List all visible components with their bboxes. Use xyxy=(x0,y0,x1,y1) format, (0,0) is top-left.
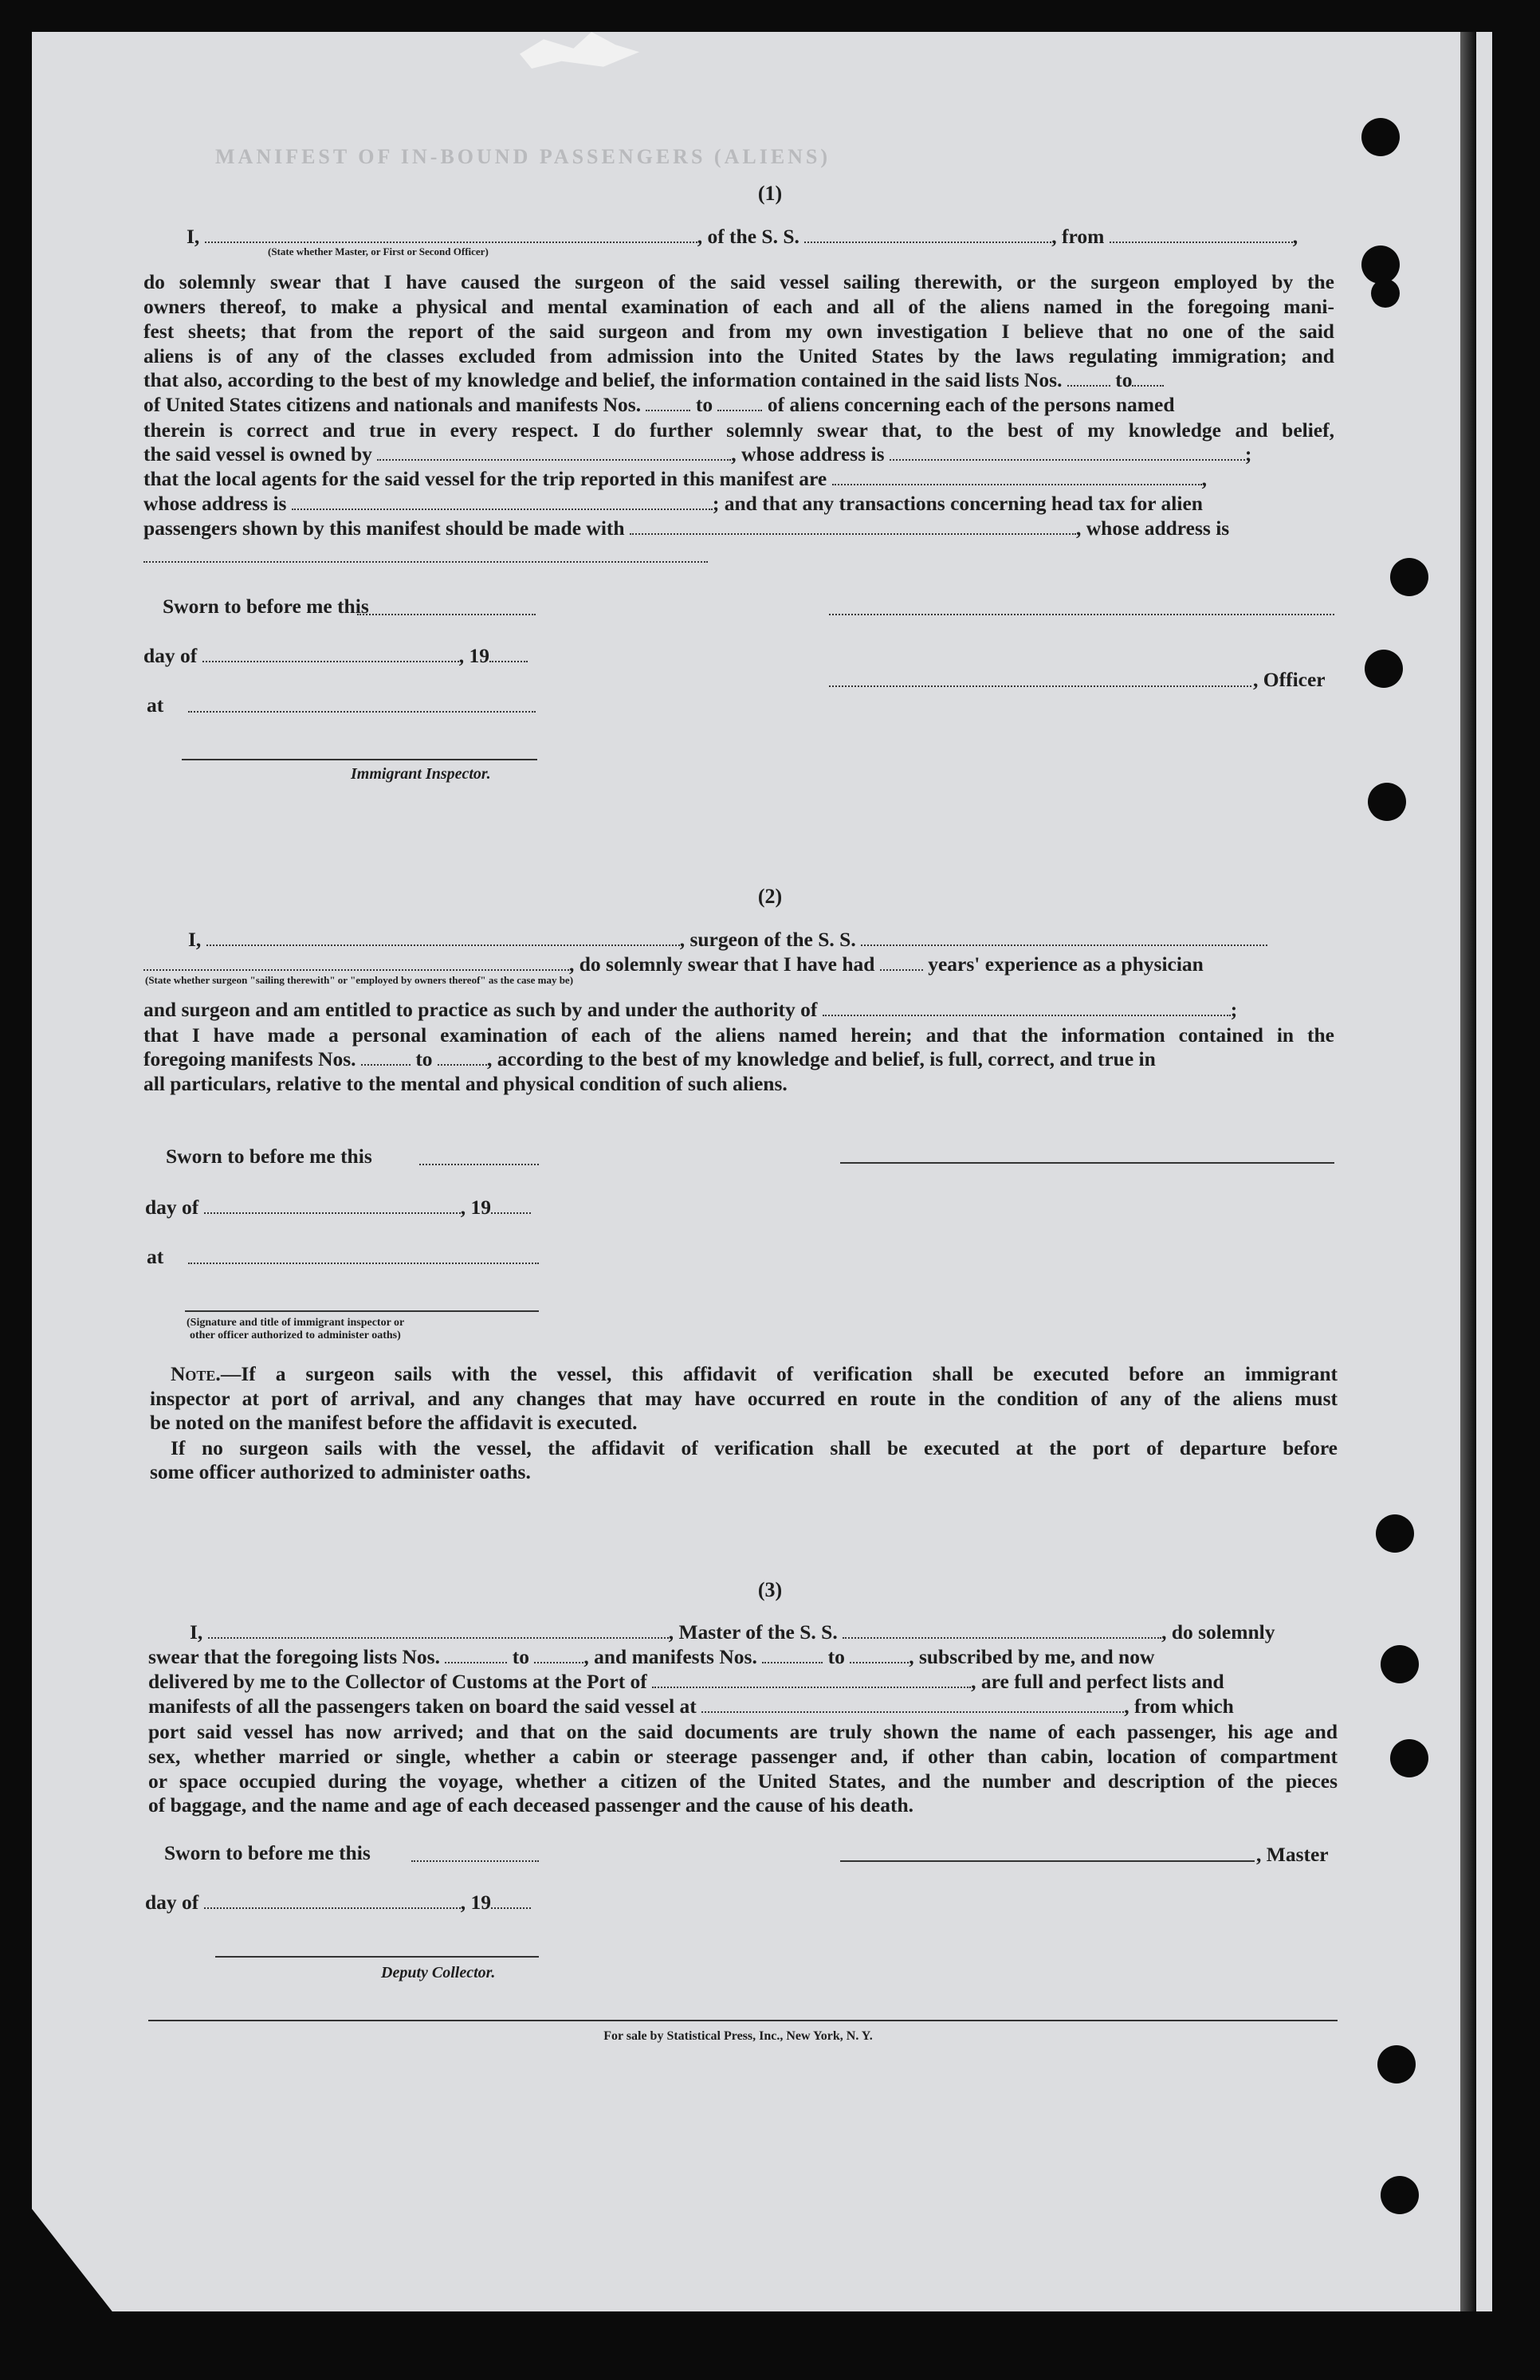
s1-sworn-rule xyxy=(357,614,536,615)
s2-sig-caption-1: (Signature and title of immigrant inspector or xyxy=(187,1317,405,1329)
s2-note-line-3: be noted on the manifest before the affidavit is executed. xyxy=(150,1411,638,1434)
footer-rule xyxy=(148,2020,1338,2021)
s1-passengers-line: passengers shown by this manifest should be made with , whose address is xyxy=(143,516,1230,540)
s2-at-label: at xyxy=(147,1245,164,1268)
s1-officer-rule xyxy=(829,685,1251,687)
s3-para-line: or space occupied during the voyage, whether a citizen of the United States, and the number and description of the pieces xyxy=(148,1769,1338,1793)
s3-para-line: sex, whether married or single, whether a cabin or steerage passenger and, if other than cabin, location of compartment xyxy=(148,1745,1338,1768)
s2-sworn-rule xyxy=(419,1164,539,1165)
s3-deputy-rule xyxy=(215,1956,539,1958)
s2-line-5: foregoing manifests Nos. to , according to the best of my knowledge and belief, is full, correct, and true in xyxy=(143,1047,1156,1070)
s3-dayof-line: day of , 19 xyxy=(145,1891,531,1915)
s1-lists-line: that also, according to the best of my knowledge and belief, the information contained in the said lists Nos. to xyxy=(143,368,1164,392)
s2-line-6: all particulars, relative to the mental and physical condition of such aliens. xyxy=(143,1072,788,1095)
s1-dayof-line: day of , 19 xyxy=(143,644,528,668)
s1-signature-rule xyxy=(829,614,1334,615)
s3-master-rule xyxy=(840,1860,1255,1862)
s2-signature-rule xyxy=(840,1162,1334,1164)
s1-officer-label: , Officer xyxy=(1253,668,1326,691)
s2-line-3: and surgeon and am entitled to practice as such by and under the authority of ; xyxy=(143,998,1238,1021)
s2-line-2: , do solemnly swear that I have had years' experience as a physician xyxy=(143,952,1204,976)
section-2-number: (2) xyxy=(757,885,783,908)
s1-para-line: do solemnly swear that I have caused the surgeon of the said vessel sailing therewith, or the surgeon employed by the xyxy=(143,270,1334,293)
s1-officer-caption: (State whether Master, or First or Second Officer) xyxy=(268,245,489,257)
s1-at-rule xyxy=(188,711,536,713)
s2-at-rule xyxy=(188,1263,539,1264)
punch-hole xyxy=(1376,1514,1414,1553)
punch-hole xyxy=(1390,1739,1428,1777)
s1-agents-line: that the local agents for the said vessel for the trip reported in this manifest are , xyxy=(143,467,1207,490)
s1-address-rule xyxy=(143,561,708,563)
s1-para-line: aliens is of any of the classes excluded from admission into the United States by the laws regulating immigration; and xyxy=(143,344,1334,367)
s2-sworn-label: Sworn to before me this xyxy=(166,1145,372,1168)
s1-therein-line: therein is correct and true in every respect. I do further solemnly swear that, to the best of my knowledge and belief, xyxy=(143,418,1334,442)
s3-deputy-caption: Deputy Collector. xyxy=(381,1964,496,1981)
s2-dayof-line: day of , 19 xyxy=(145,1196,531,1219)
s1-citizens-line: of United States citizens and nationals and manifests Nos. to of aliens concerning each of the persons named xyxy=(143,393,1175,416)
s2-note-line-1: Note.—If a surgeon sails with the vessel, this affidavit of verification shall be executed before an immigrant xyxy=(171,1362,1338,1385)
punch-hole xyxy=(1381,1645,1419,1683)
s1-owned-line: the said vessel is owned by , whose address is ; xyxy=(143,442,1252,465)
s2-signature-caption-rule xyxy=(185,1310,539,1312)
punch-hole xyxy=(1361,245,1400,284)
s3-para-line: of baggage, and the name and age of each deceased passenger and the cause of his death. xyxy=(148,1793,914,1816)
s1-whose-line: whose address is ; and that any transactions concerning head tax for alien xyxy=(143,492,1203,515)
s2-line-4: that I have made a personal examination of each of the aliens named herein; and that the information contained in the xyxy=(143,1023,1334,1047)
punch-hole xyxy=(1381,2176,1419,2214)
s2-note-line-2: inspector at port of arrival, and any changes that may have occurred en route in the condition of any of the aliens must xyxy=(150,1387,1338,1410)
s3-line-3: delivered by me to the Collector of Customs at the Port of , are full and perfect lists and xyxy=(148,1670,1224,1693)
s1-at-label: at xyxy=(147,693,164,717)
section-1-number: (1) xyxy=(757,182,783,205)
s1-oath-line: I, , of the S. S. , from , xyxy=(187,225,1298,248)
s3-sworn-rule xyxy=(411,1860,539,1862)
s2-note-line-4: If no surgeon sails with the vessel, the affidavit of verification shall be executed at the port of departure before xyxy=(171,1436,1338,1459)
s2-sig-caption-2: other officer authorized to administer oaths) xyxy=(190,1329,401,1341)
punch-hole xyxy=(1361,118,1400,156)
s3-sworn-label: Sworn to before me this xyxy=(164,1841,371,1864)
s3-line-2: swear that the foregoing lists Nos. to , and manifests Nos. to , subscribed by me, and now xyxy=(148,1645,1155,1668)
s2-line-1: I, , surgeon of the S. S. xyxy=(188,928,1267,952)
faint-header-text: MANIFEST OF IN-BOUND PASSENGERS (ALIENS) xyxy=(215,145,831,168)
punch-hole xyxy=(1390,558,1428,596)
s1-sworn-label: Sworn to before me this xyxy=(163,595,369,618)
s1-inspector-caption: Immigrant Inspector. xyxy=(351,765,491,783)
s3-line-4: manifests of all the passengers taken on board the said vessel at , from which xyxy=(148,1695,1234,1718)
s2-note-head: Note. xyxy=(171,1362,221,1385)
s1-para-line: owners thereof, to make a physical and mental examination of each and all of the aliens named in the foregoing mani- xyxy=(143,295,1334,318)
s2-note-line-5: some officer authorized to administer oaths. xyxy=(150,1460,531,1483)
punch-hole xyxy=(1377,2045,1416,2083)
section-3-number: (3) xyxy=(757,1578,783,1601)
scan-edge-shadow xyxy=(1460,32,1476,2311)
punch-hole xyxy=(1368,783,1406,821)
s3-para-line: port said vessel has now arrived; and that on the said documents are truly shown the name of each passenger, his age and xyxy=(148,1720,1338,1743)
s3-line-1: I, , Master of the S. S. , do solemnly xyxy=(190,1620,1275,1644)
s3-master-label: , Master xyxy=(1256,1843,1329,1866)
footer-printer-note: For sale by Statistical Press, Inc., New York, N. Y. xyxy=(603,2029,873,2043)
punch-hole xyxy=(1365,650,1403,688)
s1-para-line: fest sheets; that from the report of the said surgeon and from my own investigation I believe that no one of the said xyxy=(143,320,1334,343)
punch-hole xyxy=(1371,279,1400,308)
s2-surgeon-caption: (State whether surgeon "sailing therewith" or "employed by owners thereof" as the case may be) xyxy=(145,974,574,986)
s1-inspector-rule xyxy=(182,759,537,760)
